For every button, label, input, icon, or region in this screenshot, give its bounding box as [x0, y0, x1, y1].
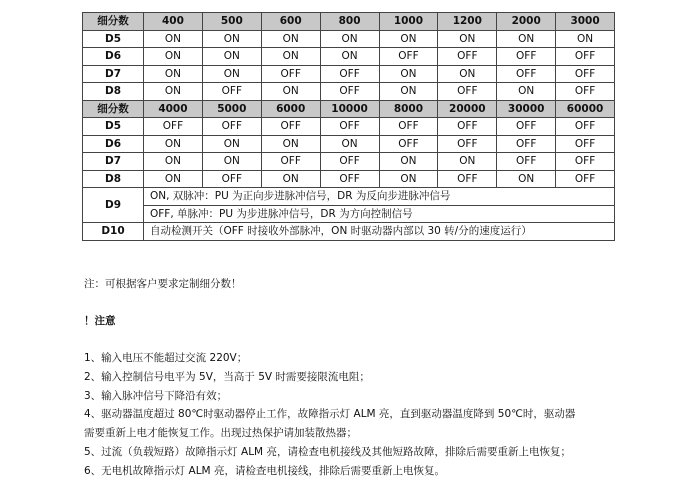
d10-description: 自动检测开关（OFF 时接收外部脉冲，ON 时驱动器内部以 30 转/分的速度运行）	[144, 223, 615, 241]
subdivision-header-label: 细分数	[83, 13, 144, 31]
switch-label: D7	[83, 65, 144, 83]
switch-state-cell: OFF	[497, 65, 556, 83]
switch-state-cell: ON	[144, 170, 203, 188]
switch-label: D5	[83, 118, 144, 136]
d10-row	[83, 223, 615, 241]
switch-state-cell: OFF	[202, 170, 261, 188]
switch-state-cell: ON	[144, 65, 203, 83]
attention-item: 2、输入控制信号电平为 5V，当高于 5V 时需要接限流电阻；	[84, 370, 370, 383]
switch-state-cell: ON	[144, 153, 203, 171]
switch-state-cell: OFF	[320, 118, 379, 136]
attention-item: 4、驱动器温度超过 80℃时驱动器停止工作，故障指示灯 ALM 亮，直到驱动器温度降到 50℃时，驱动器	[84, 408, 576, 421]
switch-state-cell: OFF	[556, 153, 615, 171]
subdivision-header-cell: 60000	[556, 100, 615, 118]
switch-row	[83, 83, 615, 101]
switch-state-cell: ON	[556, 30, 615, 48]
switch-row	[83, 153, 615, 171]
switch-state-cell: OFF	[438, 48, 497, 66]
switch-state-cell: ON	[202, 48, 261, 66]
switch-state-cell: ON	[202, 65, 261, 83]
switch-state-cell: OFF	[497, 48, 556, 66]
switch-state-cell: ON	[202, 30, 261, 48]
switch-state-cell: ON	[202, 153, 261, 171]
switch-state-cell: OFF	[379, 118, 438, 136]
switch-state-cell: ON	[144, 30, 203, 48]
switch-state-cell: OFF	[320, 170, 379, 188]
d9-on-description: ON, 双脉冲：PU 为正向步进脉冲信号，DR 为反向步进脉冲信号	[144, 188, 615, 206]
subdivision-header-cell: 20000	[438, 100, 497, 118]
dip-switch-table	[82, 12, 615, 241]
subdivision-header-cell: 500	[202, 13, 261, 31]
switch-state-cell: ON	[320, 30, 379, 48]
switch-state-cell: OFF	[556, 65, 615, 83]
subdivision-header-cell: 5000	[202, 100, 261, 118]
switch-state-cell: ON	[261, 30, 320, 48]
switch-state-cell: OFF	[438, 170, 497, 188]
switch-state-cell: OFF	[497, 153, 556, 171]
switch-state-cell: ON	[261, 135, 320, 153]
attention-list	[84, 349, 614, 481]
switch-state-cell: ON	[144, 83, 203, 101]
subdivision-header-cell: 30000	[497, 100, 556, 118]
switch-state-cell: ON	[379, 170, 438, 188]
attention-item: 需要重新上电才能恢复工作。出现过热保护请加装散热器；	[84, 427, 357, 440]
subdivision-header-cell: 6000	[261, 100, 320, 118]
attention-item: 5、过流（负载短路）故障指示灯 ALM 亮，请检查电机接线及其他短路故障，排除后需要重新上电恢复；	[84, 445, 571, 458]
switch-state-cell: ON	[261, 83, 320, 101]
switch-label: D8	[83, 170, 144, 188]
switch-row	[83, 65, 615, 83]
subdivision-header-cell: 1200	[438, 13, 497, 31]
header-row	[83, 100, 615, 118]
switch-state-cell: ON	[497, 30, 556, 48]
switch-state-cell: ON	[379, 65, 438, 83]
switch-state-cell: OFF	[261, 153, 320, 171]
subdivision-header-cell: 8000	[379, 100, 438, 118]
switch-state-cell: OFF	[438, 135, 497, 153]
subdivision-header-label: 细分数	[83, 100, 144, 118]
switch-state-cell: ON	[438, 30, 497, 48]
switch-row	[83, 135, 615, 153]
d9-off-description: OFF, 单脉冲：PU 为步进脉冲信号，DR 为方向控制信号	[144, 205, 615, 223]
switch-state-cell: ON	[320, 48, 379, 66]
switch-state-cell: ON	[438, 65, 497, 83]
switch-state-cell: ON	[320, 135, 379, 153]
switch-state-cell: ON	[144, 48, 203, 66]
switch-label: D10	[83, 223, 144, 241]
attention-title: ！注意	[84, 315, 116, 327]
subdivision-header-cell: 1000	[379, 13, 438, 31]
switch-label: D5	[83, 30, 144, 48]
switch-state-cell: OFF	[556, 83, 615, 101]
switch-state-cell: ON	[261, 170, 320, 188]
subdivision-header-cell: 600	[261, 13, 320, 31]
dip-table-body	[83, 13, 615, 241]
subdivision-header-cell: 2000	[497, 13, 556, 31]
subdivision-header-cell: 10000	[320, 100, 379, 118]
switch-state-cell: OFF	[556, 118, 615, 136]
switch-label: D8	[83, 83, 144, 101]
subdivision-header-cell: 4000	[144, 100, 203, 118]
d9-row	[83, 188, 615, 206]
switch-row	[83, 30, 615, 48]
subdivision-header-cell: 400	[144, 13, 203, 31]
switch-state-cell: ON	[202, 135, 261, 153]
switch-state-cell: OFF	[497, 135, 556, 153]
switch-state-cell: OFF	[379, 135, 438, 153]
attention-item: 3、输入脉冲信号下降沿有效；	[84, 389, 228, 402]
subdivision-header-cell: 800	[320, 13, 379, 31]
switch-state-cell: ON	[379, 83, 438, 101]
attention-item: 6、无电机故障指示灯 ALM 亮，请检查电机接线，排除后需要重新上电恢复。	[84, 464, 445, 477]
switch-state-cell: OFF	[144, 118, 203, 136]
switch-state-cell: OFF	[379, 48, 438, 66]
switch-state-cell: ON	[379, 153, 438, 171]
switch-row	[83, 118, 615, 136]
switch-state-cell: ON	[379, 30, 438, 48]
switch-state-cell: OFF	[438, 83, 497, 101]
switch-state-cell: OFF	[261, 65, 320, 83]
switch-state-cell: OFF	[320, 83, 379, 101]
switch-state-cell: ON	[497, 170, 556, 188]
subdivision-header-cell: 3000	[556, 13, 615, 31]
d9-row	[83, 205, 615, 223]
switch-label: D6	[83, 135, 144, 153]
switch-state-cell: OFF	[497, 118, 556, 136]
switch-label: D6	[83, 48, 144, 66]
switch-state-cell: OFF	[320, 65, 379, 83]
switch-label: D9	[83, 188, 144, 223]
header-row	[83, 13, 615, 31]
switch-state-cell: OFF	[556, 170, 615, 188]
custom-subdivision-note: 注：可根据客户要求定制细分数！	[84, 278, 242, 290]
switch-state-cell: OFF	[261, 118, 320, 136]
switch-state-cell: ON	[261, 48, 320, 66]
switch-state-cell: OFF	[202, 118, 261, 136]
switch-state-cell: OFF	[556, 48, 615, 66]
switch-state-cell: OFF	[320, 153, 379, 171]
switch-state-cell: ON	[497, 83, 556, 101]
switch-label: D7	[83, 153, 144, 171]
switch-state-cell: ON	[438, 153, 497, 171]
switch-state-cell: OFF	[556, 135, 615, 153]
attention-item: 1、输入电压不能超过交流 220V；	[84, 352, 248, 364]
switch-row	[83, 170, 615, 188]
switch-state-cell: OFF	[202, 83, 261, 101]
switch-row	[83, 48, 615, 66]
switch-state-cell: OFF	[438, 118, 497, 136]
switch-state-cell: ON	[144, 135, 203, 153]
